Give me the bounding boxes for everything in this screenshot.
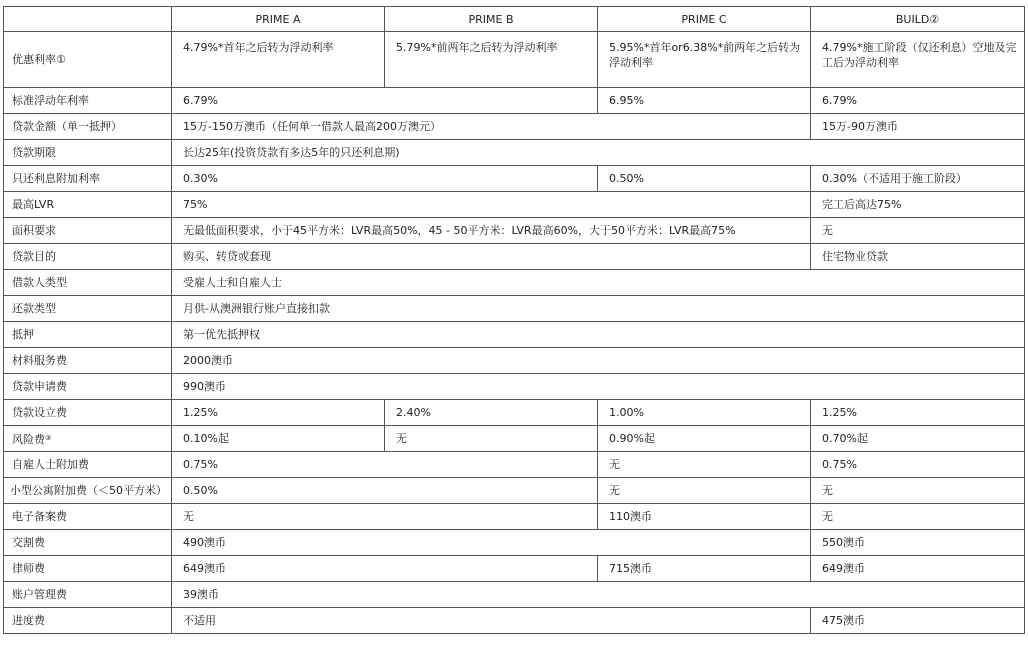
header-prime-c: PRIME C	[598, 7, 811, 32]
row-max-lvr	[4, 192, 1025, 218]
row-legal-fee	[4, 556, 1025, 582]
row-e-filing-fee	[4, 504, 1025, 530]
cell-prime-c: 0.90%起	[598, 426, 811, 452]
cell-all: 2000澳币	[172, 348, 1025, 374]
row-label: 小型公寓附加费（＜50平方米）	[4, 478, 172, 504]
row-borrower-type	[4, 270, 1025, 296]
row-standard-rate	[4, 88, 1025, 114]
row-label: 标准浮动年利率	[4, 88, 172, 114]
cell-prime-c: 110澳币	[598, 504, 811, 530]
cell-prime-c: 6.95%	[598, 88, 811, 114]
row-label: 最高LVR	[4, 192, 172, 218]
row-label: 进度费	[4, 608, 172, 634]
cell-build: 475澳币	[811, 608, 1025, 634]
row-label: 自雇人士附加费	[4, 452, 172, 478]
cell-prime-c: 无	[598, 478, 811, 504]
row-progress-fee	[4, 608, 1025, 634]
cell-prime-c: 0.50%	[598, 166, 811, 192]
cell-all: 月供-从澳洲银行账户直接扣款	[172, 296, 1025, 322]
cell-build: 住宅物业贷款	[811, 244, 1025, 270]
row-label: 律师费	[4, 556, 172, 582]
cell-prime-c: 5.95%*首年or6.38%*前两年之后转为浮动利率	[598, 32, 811, 88]
cell-all: 39澳币	[172, 582, 1025, 608]
cell-build: 无	[811, 478, 1025, 504]
cell-prime-abc: 75%	[172, 192, 811, 218]
cell-prime-abc: 15万-150万澳币（任何单一借款人最高200万澳元）	[172, 114, 811, 140]
cell-prime-abc: 购买、转贷或套现	[172, 244, 811, 270]
cell-prime-b: 无	[385, 426, 598, 452]
cell-build: 649澳币	[811, 556, 1025, 582]
cell-all: 第一优先抵押权	[172, 322, 1025, 348]
cell-build: 0.70%起	[811, 426, 1025, 452]
row-establishment-fee	[4, 400, 1025, 426]
cell-prime-ab: 0.50%	[172, 478, 598, 504]
cell-prime-b: 5.79%*前两年之后转为浮动利率	[385, 32, 598, 88]
cell-build: 6.79%	[811, 88, 1025, 114]
cell-build: 无	[811, 218, 1025, 244]
cell-all: 受雇人士和自雇人士	[172, 270, 1025, 296]
row-risk-fee	[4, 426, 1025, 452]
row-small-apartment-fee	[4, 478, 1025, 504]
row-account-fee	[4, 582, 1025, 608]
cell-prime-abc: 不适用	[172, 608, 811, 634]
cell-build: 完工后高达75%	[811, 192, 1025, 218]
header-build: BUILD②	[811, 7, 1025, 32]
loan-comparison-table	[3, 6, 1025, 634]
row-settlement-fee	[4, 530, 1025, 556]
cell-prime-a: 1.25%	[172, 400, 385, 426]
row-label: 抵押	[4, 322, 172, 348]
cell-prime-ab: 6.79%	[172, 88, 598, 114]
row-label: 贷款目的	[4, 244, 172, 270]
header-corner-cell	[4, 7, 172, 32]
header-prime-a: PRIME A	[172, 7, 385, 32]
cell-prime-ab: 0.75%	[172, 452, 598, 478]
row-material-fee	[4, 348, 1025, 374]
row-io-loading	[4, 166, 1025, 192]
cell-build: 0.75%	[811, 452, 1025, 478]
row-application-fee	[4, 374, 1025, 400]
row-security	[4, 322, 1025, 348]
cell-prime-c: 1.00%	[598, 400, 811, 426]
row-loan-term	[4, 140, 1025, 166]
row-label: 材料服务费	[4, 348, 172, 374]
cell-build: 0.30%（不适用于施工阶段）	[811, 166, 1025, 192]
row-preferential-rate	[4, 32, 1025, 88]
cell-prime-a: 4.79%*首年之后转为浮动利率	[172, 32, 385, 88]
row-label: 账户管理费	[4, 582, 172, 608]
footnote-mark: ③	[45, 433, 52, 442]
row-label: 贷款申请费	[4, 374, 172, 400]
cell-prime-a: 0.10%起	[172, 426, 385, 452]
cell-prime-ab: 649澳币	[172, 556, 598, 582]
row-label: 风险费	[12, 432, 45, 446]
cell-all: 长达25年(投资贷款有多达5年的只还利息期)	[172, 140, 1025, 166]
row-label: 贷款金额（单一抵押）	[4, 114, 172, 140]
cell-prime-abc: 无最低面积要求，小于45平方米：LVR最高50%，45 - 50平方米：LVR最高60%，大于50平方米：LVR最高75%	[172, 218, 811, 244]
row-label: 只还利息附加利率	[4, 166, 172, 192]
row-loan-purpose	[4, 244, 1025, 270]
row-area-requirement	[4, 218, 1025, 244]
header-prime-b: PRIME B	[385, 7, 598, 32]
cell-build: 无	[811, 504, 1025, 530]
cell-build: 550澳币	[811, 530, 1025, 556]
row-loan-amount	[4, 114, 1025, 140]
row-label: 还款类型	[4, 296, 172, 322]
cell-build: 1.25%	[811, 400, 1025, 426]
row-label: 借款人类型	[4, 270, 172, 296]
cell-prime-c: 无	[598, 452, 811, 478]
row-label: 电子备案费	[4, 504, 172, 530]
row-label: 优惠利率①	[4, 32, 172, 88]
cell-all: 990澳币	[172, 374, 1025, 400]
row-label: 交割费	[4, 530, 172, 556]
row-label: 面积要求	[4, 218, 172, 244]
cell-build: 4.79%*施工阶段（仅还利息）空地及完工后为浮动利率	[811, 32, 1025, 88]
row-self-employed-fee	[4, 452, 1025, 478]
cell-prime-ab: 0.30%	[172, 166, 598, 192]
header-row	[4, 7, 1025, 32]
cell-prime-ab: 无	[172, 504, 598, 530]
row-label: 贷款期限	[4, 140, 172, 166]
cell-build: 15万-90万澳币	[811, 114, 1025, 140]
cell-prime-c: 715澳币	[598, 556, 811, 582]
cell-prime-abc: 490澳币	[172, 530, 811, 556]
row-repayment-type	[4, 296, 1025, 322]
row-label: 贷款设立费	[4, 400, 172, 426]
row-label-cell	[4, 426, 172, 452]
cell-prime-b: 2.40%	[385, 400, 598, 426]
